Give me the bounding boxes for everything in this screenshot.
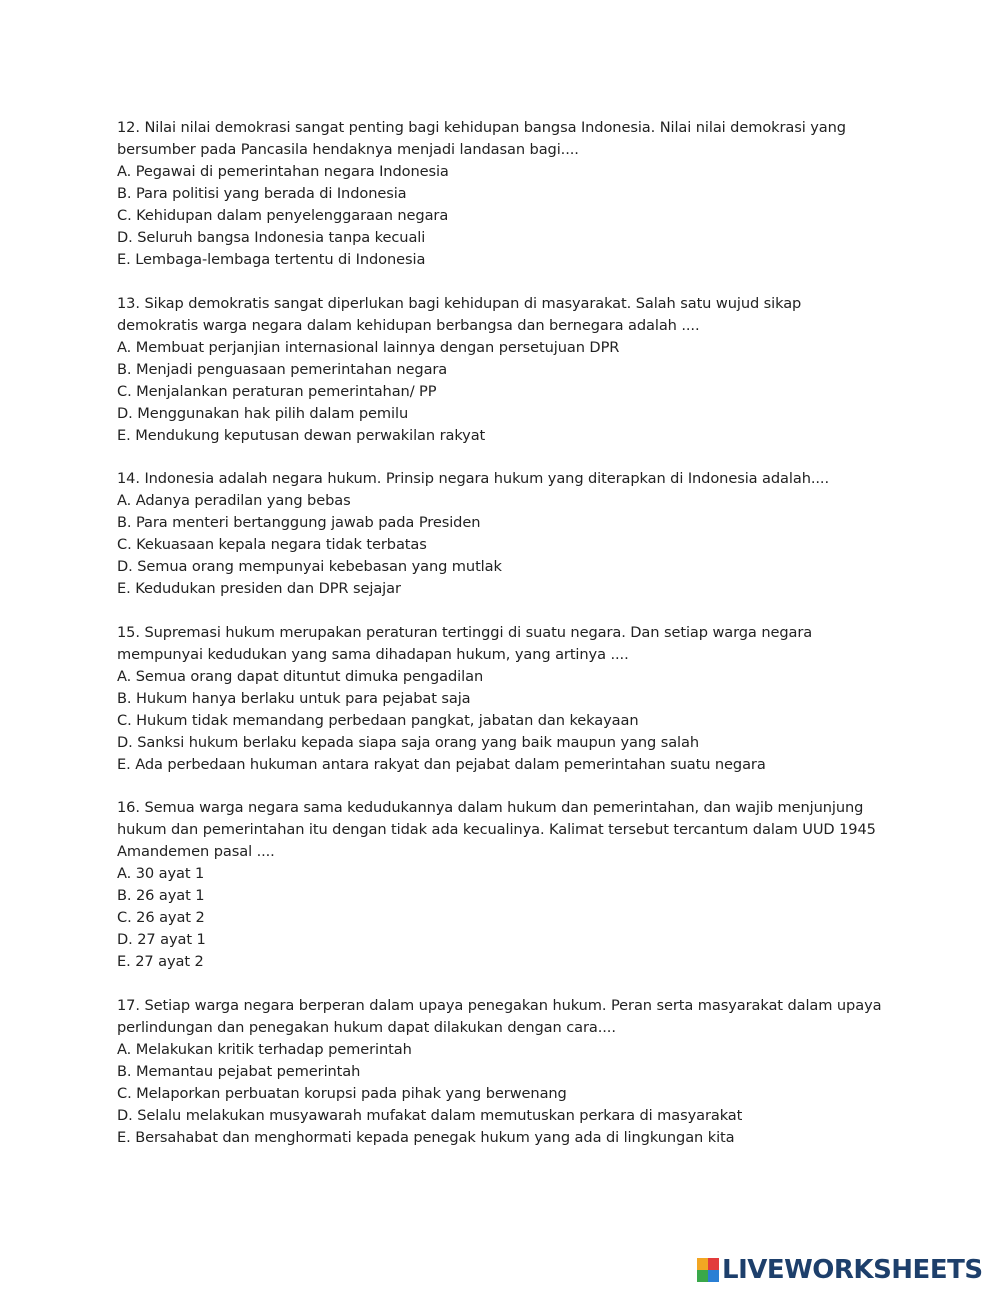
logo-cell bbox=[697, 1270, 708, 1282]
question-list bbox=[117, 117, 907, 1170]
answer-option: B. Memantau pejabat pemerintah bbox=[117, 1062, 361, 1080]
answer-option: D. Semua orang mempunyai kebebasan yang mutlak bbox=[117, 558, 502, 575]
answer-option: C. Kekuasaan kepala negara tidak terbatas bbox=[117, 536, 427, 553]
question-text: bersumber pada Pancasila hendaknya menjadi landasan bagi.... bbox=[117, 141, 579, 158]
answer-option: A. 30 ayat 1 bbox=[117, 865, 205, 882]
question-text: 14. Indonesia adalah negara hukum. Prinsip negara hukum yang diterapkan di Indonesia adalah.... bbox=[117, 470, 829, 487]
answer-option: B. Menjadi penguasaan pemerintahan negara bbox=[117, 360, 448, 378]
answer-option: E. Lembaga-lembaga tertentu di Indonesia bbox=[117, 251, 426, 268]
answer-option: D. 27 ayat 1 bbox=[117, 931, 206, 948]
question-text: 12. Nilai nilai demokrasi sangat penting bagi kehidupan bangsa Indonesia. Nilai nilai demokrasi yang bbox=[117, 119, 846, 136]
answer-option: A. Membuat perjanjian internasional lainnya dengan persetujuan DPR bbox=[117, 338, 620, 356]
brand-name: LIVEWORKSHEETS bbox=[722, 1255, 983, 1285]
answer-option: D. Sanksi hukum berlaku kepada siapa saja orang yang baik maupun yang salah bbox=[117, 733, 699, 751]
answer-option: D. Seluruh bangsa Indonesia tanpa kecuali bbox=[117, 229, 426, 246]
question-block bbox=[117, 293, 907, 447]
answer-option: E. Ada perbedaan hukuman antara rakyat dan pejabat dalam pemerintahan suatu negara bbox=[117, 755, 766, 773]
question-text: 16. Semua warga negara sama kedudukannya dalam hukum dan pemerintahan, dan wajib menjunjung bbox=[117, 799, 864, 816]
question-block bbox=[117, 468, 907, 600]
answer-option: E. Bersahabat dan menghormati kepada penegak hukum yang ada di lingkungan kita bbox=[117, 1128, 735, 1146]
question-block bbox=[117, 797, 907, 973]
answer-option: C. Kehidupan dalam penyelenggaraan negara bbox=[117, 207, 449, 224]
answer-option: C. Menjalankan peraturan pemerintahan/ PP bbox=[117, 382, 437, 400]
answer-option: B. Para menteri bertanggung jawab pada Presiden bbox=[117, 514, 481, 531]
answer-option: C. 26 ayat 2 bbox=[117, 909, 205, 926]
answer-option: A. Melakukan kritik terhadap pemerintah bbox=[117, 1040, 412, 1058]
answer-option: E. 27 ayat 2 bbox=[117, 953, 204, 970]
answer-option: E. Kedudukan presiden dan DPR sejajar bbox=[117, 580, 401, 597]
answer-option: B. 26 ayat 1 bbox=[117, 887, 205, 904]
logo-cell bbox=[697, 1258, 708, 1270]
logo-cell bbox=[708, 1258, 719, 1270]
answer-option: A. Semua orang dapat dituntut dimuka pengadilan bbox=[117, 667, 484, 685]
question-block bbox=[117, 622, 907, 776]
answer-option: C. Hukum tidak memandang perbedaan pangkat, jabatan dan kekayaan bbox=[117, 711, 639, 729]
question-block bbox=[117, 117, 907, 271]
answer-option: A. Adanya peradilan yang bebas bbox=[117, 492, 351, 509]
question-text: 15. Supremasi hukum merupakan peraturan tertinggi di suatu negara. Dan setiap warga negara bbox=[117, 623, 813, 641]
answer-option: A. Pegawai di pemerintahan negara Indonesia bbox=[117, 163, 449, 180]
question-text: perlindungan dan penegakan hukum dapat dilakukan dengan cara.... bbox=[117, 1018, 616, 1036]
question-text: mempunyai kedudukan yang sama dihadapan hukum, yang artinya .... bbox=[117, 645, 629, 663]
question-text: hukum dan pemerintahan itu dengan tidak ada kecualinya. Kalimat tersebut tercantum dalam UUD 1945 bbox=[117, 821, 876, 838]
question-block bbox=[117, 995, 907, 1149]
brand-watermark bbox=[697, 1255, 983, 1285]
question-text: Amandemen pasal .... bbox=[117, 843, 275, 860]
logo-cell bbox=[708, 1270, 719, 1282]
answer-option: D. Menggunakan hak pilih dalam pemilu bbox=[117, 404, 409, 422]
question-text: demokratis warga negara dalam kehidupan berbangsa dan bernegara adalah .... bbox=[117, 316, 700, 334]
answer-option: B. Hukum hanya berlaku untuk para pejabat saja bbox=[117, 689, 471, 707]
question-text: 17. Setiap warga negara berperan dalam upaya penegakan hukum. Peran serta masyarakat dalam upaya bbox=[117, 996, 882, 1014]
question-text: 13. Sikap demokratis sangat diperlukan bagi kehidupan di masyarakat. Salah satu wujud sikap bbox=[117, 294, 802, 312]
answer-option: D. Selalu melakukan musyawarah mufakat dalam memutuskan perkara di masyarakat bbox=[117, 1106, 743, 1124]
answer-option: B. Para politisi yang berada di Indonesia bbox=[117, 185, 407, 202]
liveworksheets-logo-icon bbox=[697, 1258, 719, 1282]
answer-option: C. Melaporkan perbuatan korupsi pada pihak yang berwenang bbox=[117, 1084, 567, 1102]
answer-option: E. Mendukung keputusan dewan perwakilan rakyat bbox=[117, 426, 486, 444]
